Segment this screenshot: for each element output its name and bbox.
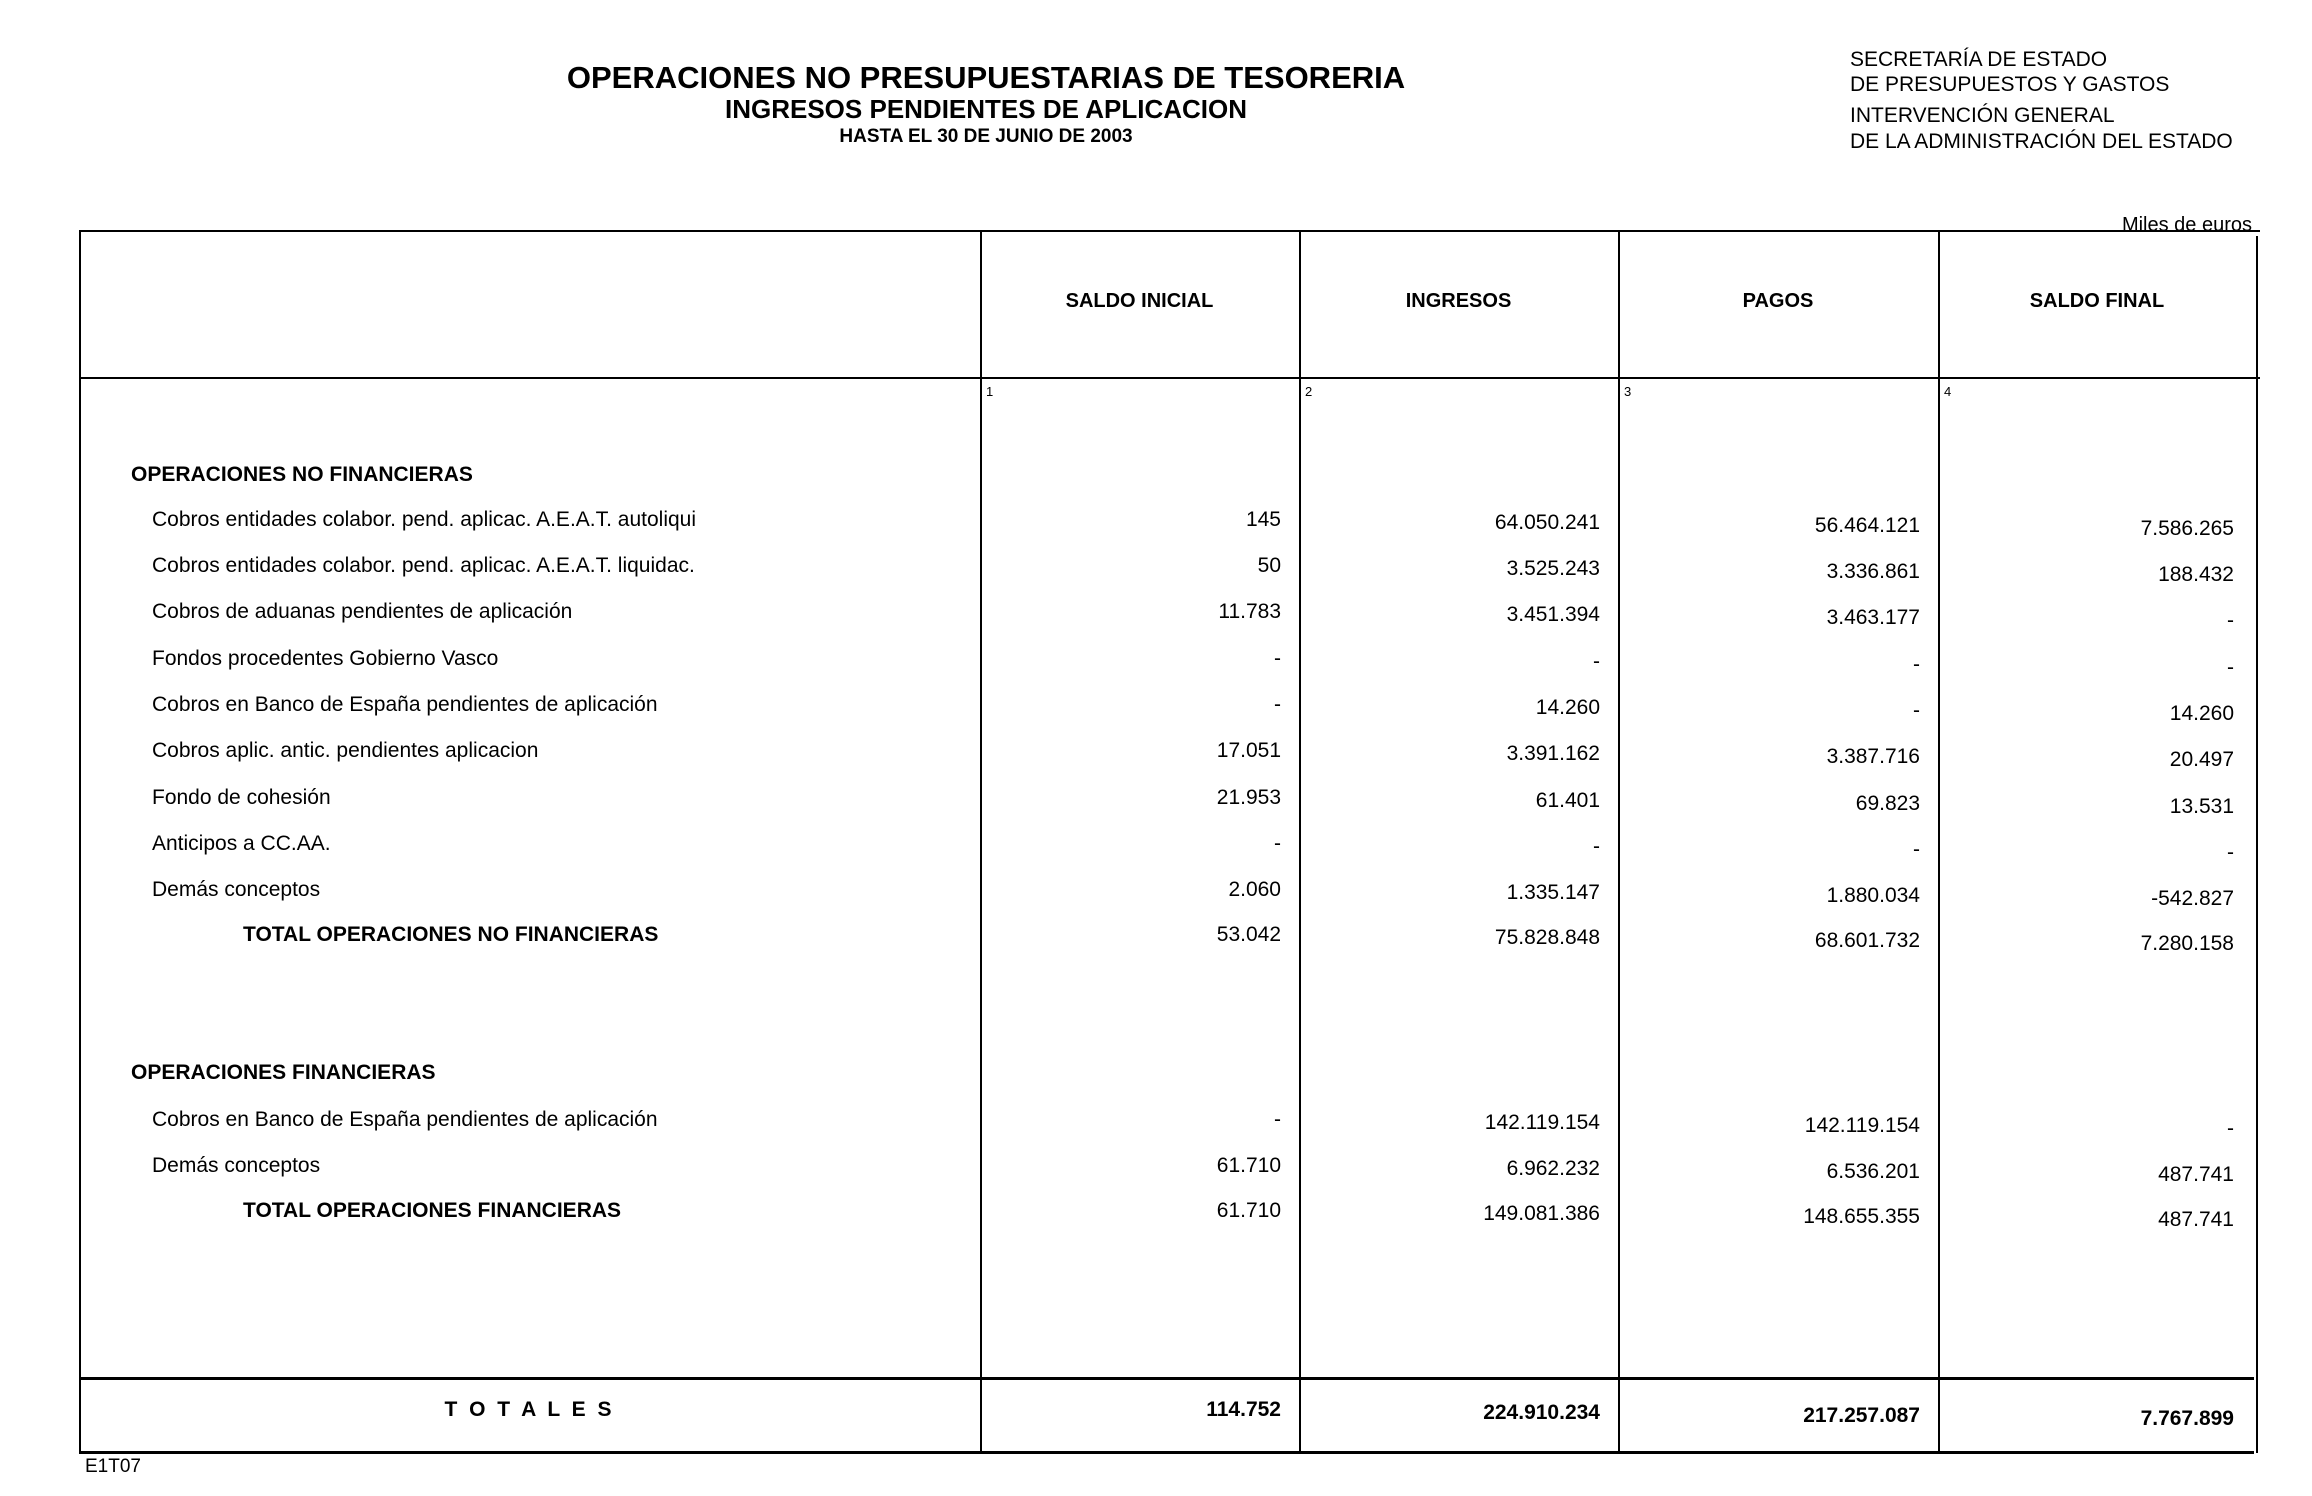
cell-value: 145 [1245,508,1281,531]
column-number: 2 [1305,384,1313,399]
cell-value: 3.336.861 [1826,560,1920,583]
row-label: Demás conceptos [152,1154,321,1177]
row-label: Cobros entidades colabor. pend. aplicac. A.E.A.T. liquidac. [152,554,695,577]
cell-value: 148.655.355 [1803,1205,1920,1228]
table-border-left [79,230,81,1453]
cell-value: 61.710 [1216,1154,1281,1177]
section-heading: OPERACIONES FINANCIERAS [131,1061,436,1084]
units-label: Miles de euros [2121,214,2252,236]
cell-value: - [1274,1108,1281,1131]
cell-value: 21.953 [1216,786,1281,809]
row-label: Cobros de aduanas pendientes de aplicación [152,600,573,623]
cell-value: - [2227,609,2234,632]
cell-value: 14.260 [1535,696,1600,719]
row-label: Demás conceptos [152,878,321,901]
subtotal-label: TOTAL OPERACIONES NO FINANCIERAS [243,923,659,946]
cell-value: 149.081.386 [1483,1202,1600,1225]
cell-value: 68.601.732 [1814,929,1920,952]
cell-value: 13.531 [2169,795,2234,818]
column-number: 1 [986,384,994,399]
column-divider [980,230,982,1453]
cell-value: 17.051 [1216,739,1281,762]
row-label: Fondos procedentes Gobierno Vasco [152,647,499,670]
cell-value: - [1913,838,1920,861]
cell-value: 6.962.232 [1506,1157,1600,1180]
cell-value: 61.401 [1535,789,1600,812]
cell-value: 56.464.121 [1814,514,1920,537]
cell-value: 3.451.394 [1506,603,1600,626]
column-header: SALDO INICIAL [1065,290,1214,312]
row-label: Cobros en Banco de España pendientes de aplicación [152,1108,658,1131]
grand-total-value: 7.767.899 [2140,1407,2234,1430]
org-line: INTERVENCIÓN GENERAL [1850,104,2115,127]
cell-value: - [1274,832,1281,855]
cell-value: 1.880.034 [1826,884,1920,907]
cell-value: 20.497 [2169,748,2234,771]
table-border-top [79,230,2260,232]
cell-value: 64.050.241 [1494,511,1600,534]
org-line: DE PRESUPUESTOS Y GASTOS [1850,73,2170,96]
report-period: HASTA EL 30 DE JUNIO DE 2003 [839,126,1133,147]
cell-value: - [1913,653,1920,676]
column-header: SALDO FINAL [2029,290,2165,312]
cell-value: 75.828.848 [1494,926,1600,949]
cell-value: - [2227,656,2234,679]
cell-value: -542.827 [2151,887,2234,910]
cell-value: 61.710 [1216,1199,1281,1222]
cell-value: 487.741 [2158,1163,2234,1186]
cell-value: 188.432 [2158,563,2234,586]
column-header: INGRESOS [1405,290,1512,312]
cell-value: 3.391.162 [1506,742,1600,765]
report-subtitle: INGRESOS PENDIENTES DE APLICACION [725,94,1247,124]
cell-value: 69.823 [1855,792,1920,815]
cell-value: - [1274,647,1281,670]
cell-value: - [1913,699,1920,722]
column-number: 4 [1944,384,1952,399]
subtotal-label: TOTAL OPERACIONES FINANCIERAS [243,1199,622,1222]
cell-value: 6.536.201 [1826,1160,1920,1183]
column-header: PAGOS [1742,290,1814,312]
cell-value: 14.260 [2169,702,2234,725]
totals-label: T O T A L E S [444,1398,615,1421]
grand-total-value: 114.752 [1206,1398,1281,1421]
cell-value: 487.741 [2158,1208,2234,1231]
table-border-right [2256,236,2258,1453]
column-divider [1618,230,1620,1453]
cell-value: 142.119.154 [1484,1111,1600,1134]
grand-total-value: 224.910.234 [1483,1401,1600,1424]
cell-value: 50 [1257,554,1281,577]
cell-value: - [2227,841,2234,864]
cell-value: - [2227,1117,2234,1140]
cell-value: 1.335.147 [1506,881,1600,904]
totals-divider [79,1377,2254,1380]
header-divider [79,377,2260,379]
org-line: SECRETARÍA DE ESTADO [1850,48,2108,71]
row-label: Cobros aplic. antic. pendientes aplicacion [152,739,539,762]
column-divider [1299,230,1301,1453]
cell-value: - [1593,650,1600,673]
report-title: OPERACIONES NO PRESUPUESTARIAS DE TESORERIA [566,60,1406,95]
cell-value: 7.280.158 [2140,932,2234,955]
row-label: Fondo de cohesión [152,786,331,809]
row-label: Cobros en Banco de España pendientes de aplicación [152,693,658,716]
column-divider [1938,230,1940,1453]
org-line: DE LA ADMINISTRACIÓN DEL ESTADO [1850,130,2233,153]
section-heading: OPERACIONES NO FINANCIERAS [131,463,473,486]
column-number: 3 [1624,384,1632,399]
cell-value: 11.783 [1218,600,1281,623]
grand-total-value: 217.257.087 [1803,1404,1920,1427]
cell-value: 3.387.716 [1826,745,1920,768]
table-border-bottom [79,1451,2254,1454]
cell-value: - [1274,693,1281,716]
cell-value: 53.042 [1216,923,1281,946]
cell-value: 3.463.177 [1826,606,1920,629]
cell-value: - [1593,835,1600,858]
cell-value: 3.525.243 [1506,557,1600,580]
footer-code: E1T07 [85,1456,141,1477]
row-label: Cobros entidades colabor. pend. aplicac. A.E.A.T. autoliqui [152,508,697,531]
cell-value: 2.060 [1228,878,1281,901]
row-label: Anticipos a CC.AA. [152,832,331,855]
cell-value: 142.119.154 [1804,1114,1920,1137]
cell-value: 7.586.265 [2140,517,2234,540]
